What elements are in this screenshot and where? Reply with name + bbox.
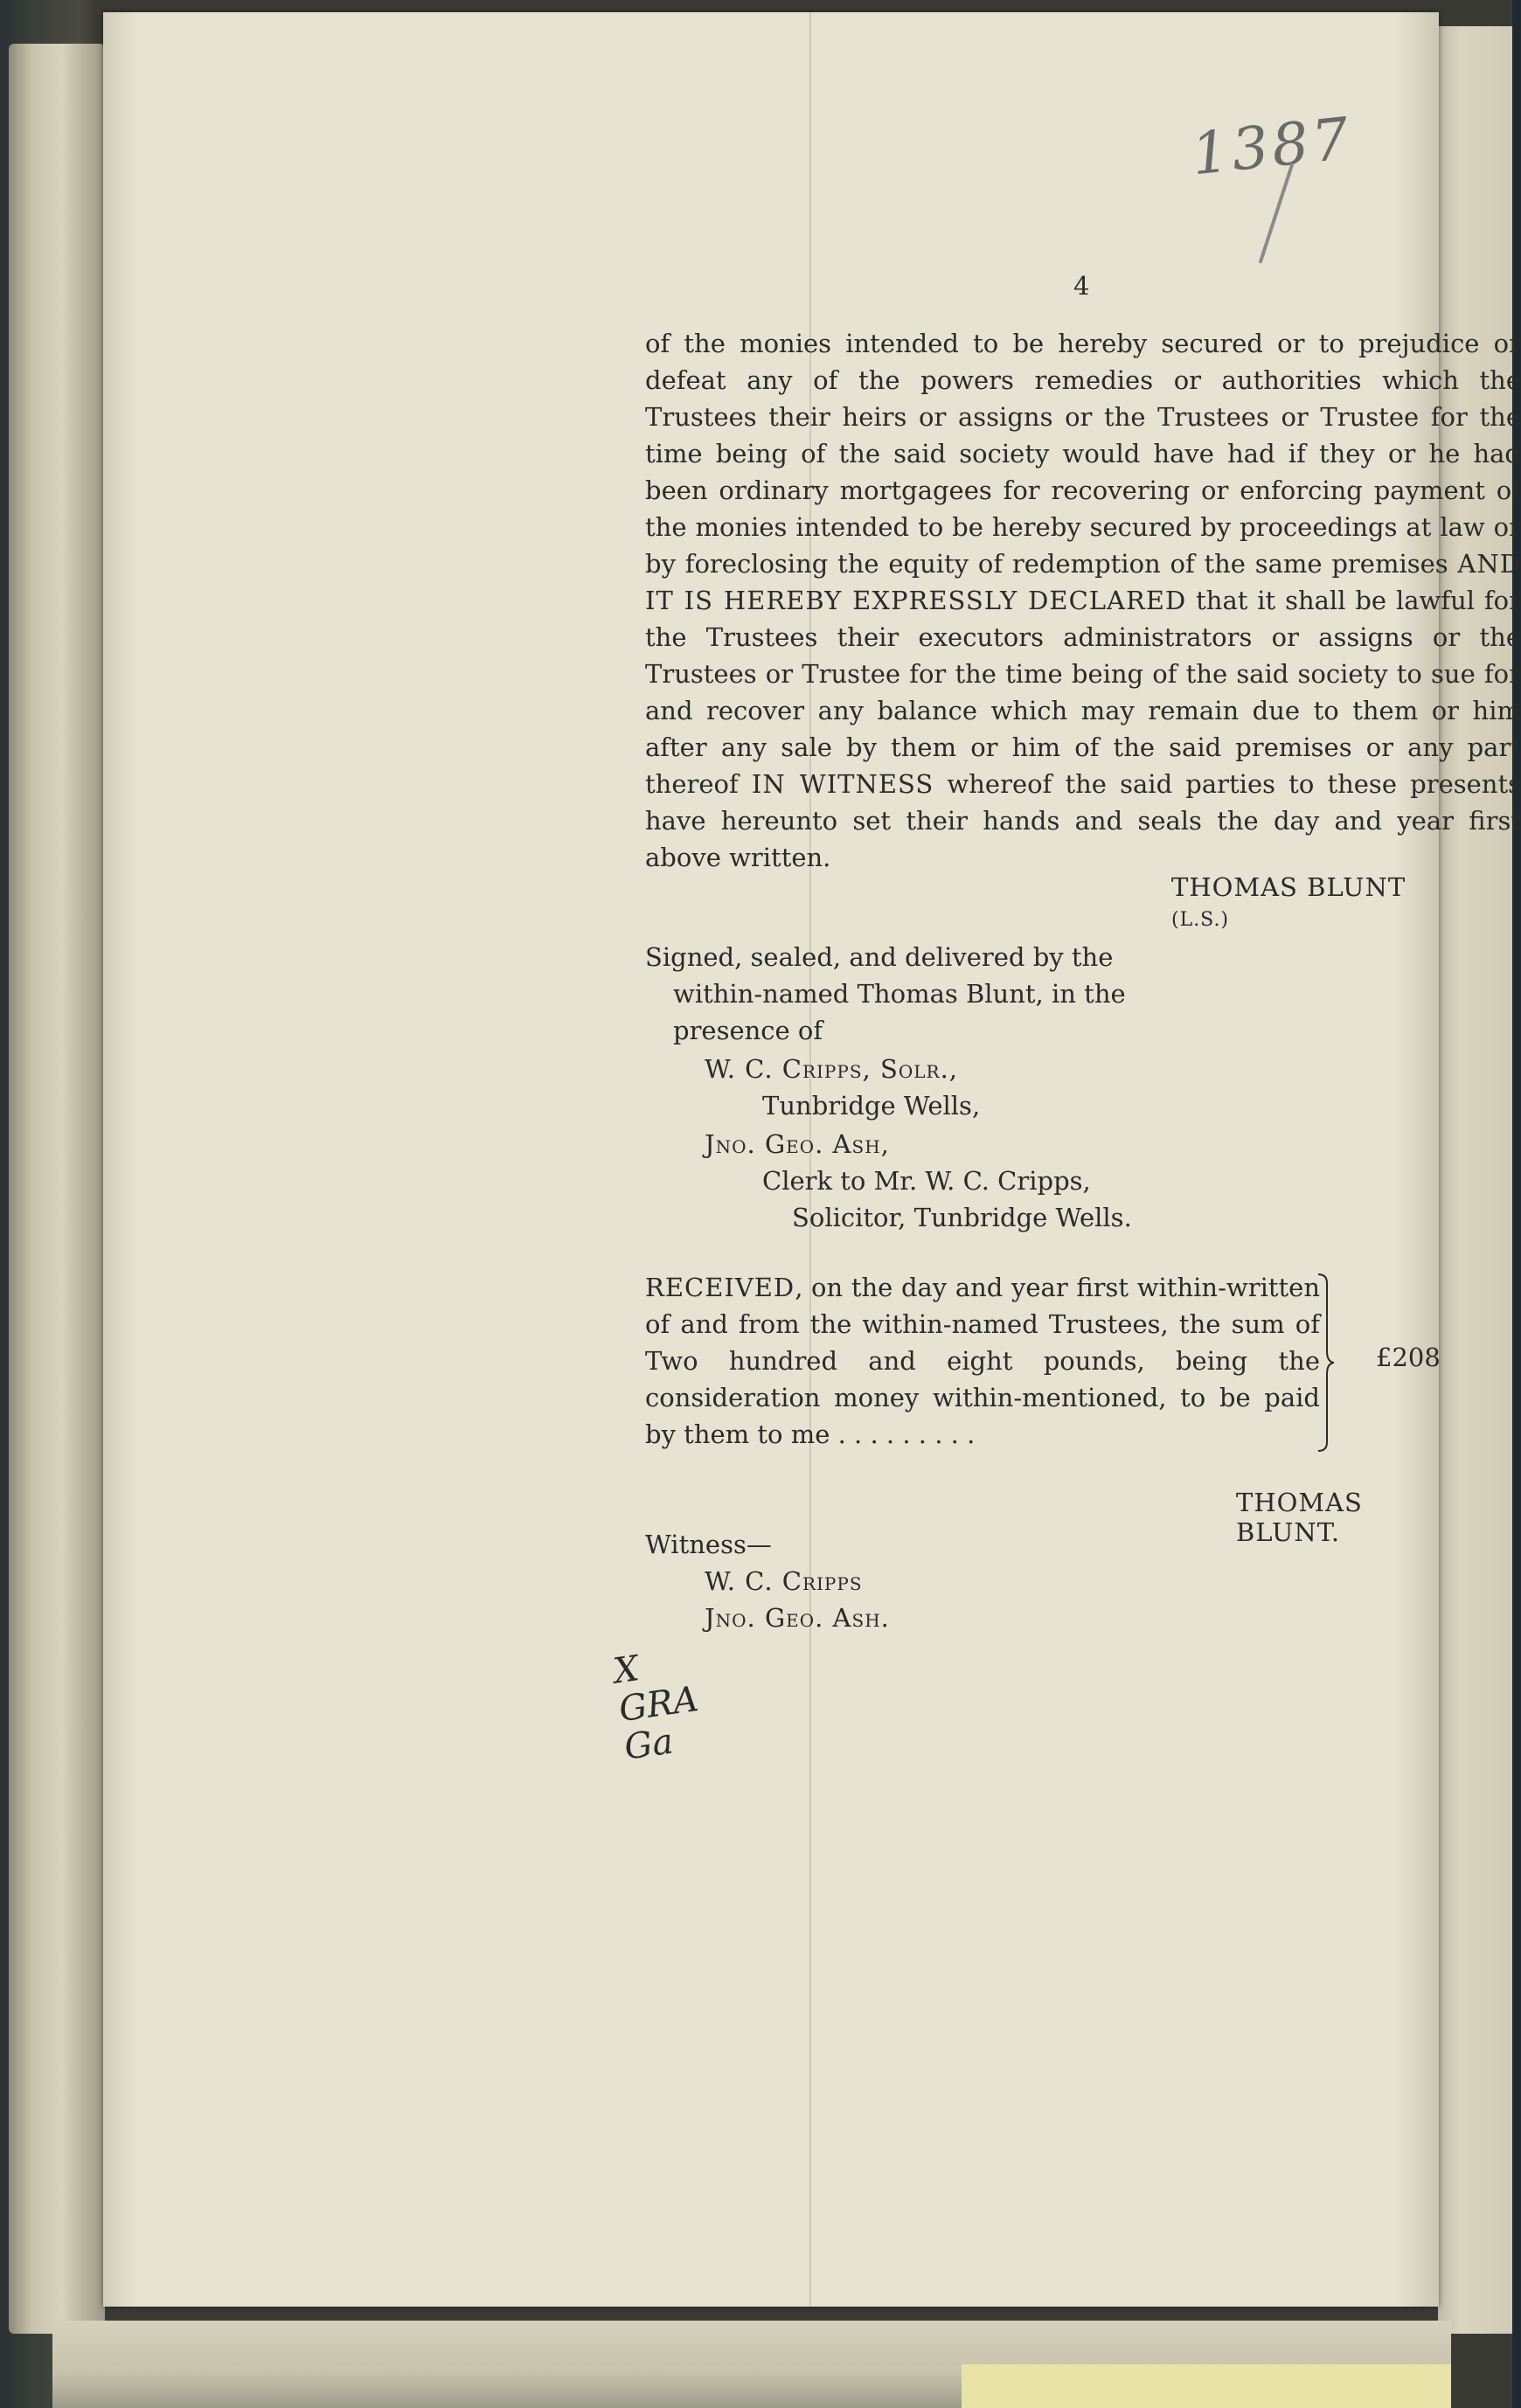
witness-label: Witness— bbox=[645, 1530, 772, 1559]
pencil-note-line-2: GRA bbox=[616, 1678, 701, 1731]
attestation-line-3: presence of bbox=[673, 1016, 823, 1045]
body-text-3: whereof the said parties to these presents have hereunto set their hands and seals the day and year first above written. bbox=[645, 769, 1521, 872]
attestation-line-1: Signed, sealed, and delivered by the bbox=[645, 942, 1114, 972]
handwritten-pencil-note bbox=[611, 1641, 705, 1766]
pencil-note-line-3: Ga bbox=[622, 1721, 677, 1768]
receipt-amount: £208 bbox=[1376, 1343, 1441, 1372]
receipt-signature: THOMAS BLUNT. bbox=[1236, 1488, 1363, 1547]
receipt-lead: RECEIVED bbox=[645, 1273, 795, 1302]
handwritten-folio-number: 1387 bbox=[1188, 104, 1356, 189]
page-edges-bottom bbox=[52, 2321, 1451, 2408]
body-caps-2: IN WITNESS bbox=[751, 769, 934, 799]
pencil-note-line-1: X bbox=[611, 1648, 642, 1692]
attestation-line-2: within-named Thomas Blunt, in the bbox=[673, 979, 1126, 1009]
witness2-role: Clerk to Mr. W. C. Cripps, bbox=[762, 1166, 1091, 1196]
witness2-place: Solicitor, Tunbridge Wells. bbox=[792, 1203, 1132, 1232]
receipt-text: , on the day and year first within-written of and from the within-named Trustees, the sum of Two hundred and eight pounds, being the consideration money within-mentioned, to be paid by them to me . . . . . . . . . bbox=[645, 1273, 1320, 1449]
body-caps-1: AND IT IS HEREBY EXPRESSLY DECLARED bbox=[645, 549, 1521, 615]
receipt-brace bbox=[1316, 1271, 1334, 1454]
document-page bbox=[103, 12, 1521, 2307]
yellow-tab bbox=[962, 2364, 1451, 2408]
receipt-clause bbox=[645, 1269, 1320, 1453]
body-text-1: of the monies intended to be hereby secured or to prejudice or defeat any of the powers remedies or authorities which the Trustees their heirs or assigns or the Trustees or Trustee for the time being of the said society would have had if they or he had been ordinary mortgagees for recovering or enforcing payment of the monies intended to be hereby secured by proceedings at law or by foreclosing the equity of redemption of the same premises bbox=[645, 329, 1521, 579]
book-page-stack-left bbox=[9, 44, 105, 2334]
witness-footer-name-1: W. C. Cripps bbox=[705, 1566, 863, 1596]
witness1-place: Tunbridge Wells, bbox=[762, 1091, 981, 1121]
seal-mark: (L.S.) bbox=[1171, 909, 1230, 931]
page-number: 4 bbox=[1073, 271, 1090, 301]
witness1-name: W. C. Cripps, Solr., bbox=[705, 1054, 959, 1084]
signature-name: THOMAS BLUNT bbox=[1171, 872, 1406, 902]
witness-footer-name-2: Jno. Geo. Ash. bbox=[705, 1603, 890, 1633]
signature-block bbox=[1171, 872, 1439, 932]
body-paragraph bbox=[645, 325, 1521, 876]
witness2-name: Jno. Geo. Ash, bbox=[705, 1129, 890, 1159]
body-text-2: that it shall be lawful for the Trustees their executors administrators or assigns or the Trustees or Trustee for the time being of the said society to sue for and recover any balance which may remain due to them or him after any sale by them or him of the said premises or any part thereof bbox=[645, 586, 1521, 799]
